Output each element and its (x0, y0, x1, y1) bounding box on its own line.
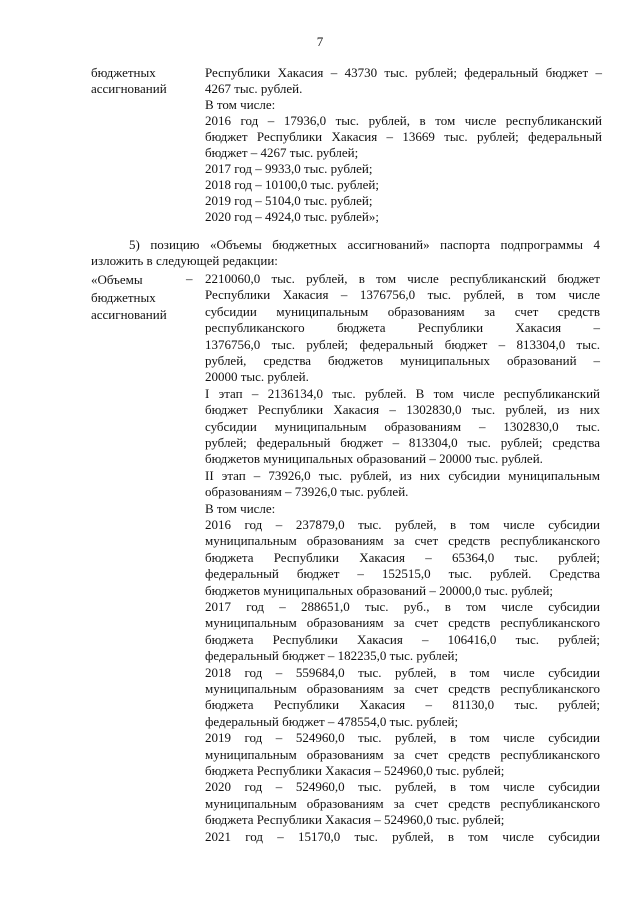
block1-line: В том числе: (205, 97, 276, 112)
block2-line: I этап – 2136134,0 тыс. рублей. В том числе республиканский (205, 386, 600, 401)
block2-line: 1376756,0 тыс. рублей; федеральный бюджет – 813304,0 тыс. (205, 337, 600, 352)
block2-label (91, 271, 191, 324)
block2-line: бюджета Республики Хакасия – 81130,0 тыс. рублей; (205, 697, 600, 712)
block2-line: федеральный бюджет – 182235,0 тыс. рублей; (205, 648, 459, 663)
block2-line: бюджетов муниципальных образований – 20000,0 тыс. рублей; (205, 583, 554, 598)
item5-line: изложить в следующей редакции: (91, 253, 278, 268)
block2-line: 2018 год – 559684,0 тыс. рублей, в том числе субсидии (205, 665, 600, 680)
block1-line: 2020 год – 4924,0 тыс. рублей»; (205, 209, 379, 224)
block2-label-line: «Объемы (91, 272, 143, 287)
block2-line: рублей, средства бюджетов муниципальных образований – (205, 353, 600, 368)
block2-line: бюджета Республики Хакасия – 524960,0 тыс. рублей; (205, 812, 505, 827)
block2-line: 2020 год – 524960,0 тыс. рублей, в том числе субсидии (205, 779, 600, 794)
block2-line: 2019 год – 524960,0 тыс. рублей, в том числе субсидии (205, 730, 600, 745)
block2-line: рублей; федеральный бюджет – 813304,0 тыс. рублей; средства (205, 435, 600, 450)
block2-line: 2021 год – 15170,0 тыс. рублей, в том числе субсидии (205, 829, 600, 844)
block2-line: муниципальным образованиям за счет средств республиканского (205, 615, 600, 630)
block2-line: субсидии муниципальным образованиям за счет средств (205, 304, 600, 319)
block2-label-line: ассигнований (91, 307, 167, 322)
page-number: 7 (316, 34, 324, 49)
block1-label-line: бюджетных (91, 65, 156, 80)
block2-line: II этап – 73926,0 тыс. рублей, из них субсидии муниципальным (205, 468, 600, 483)
block2-line: муниципальным образованиям за счет средств республиканского (205, 533, 600, 548)
block2-label-line: бюджетных (91, 289, 156, 305)
block2-line: муниципальным образованиям за счет средств республиканского (205, 796, 600, 811)
block2-line: 2017 год – 288651,0 тыс. руб., в том числе субсидии (205, 599, 600, 614)
block2-line: 2210060,0 тыс. рублей, в том числе республиканский бюджет (205, 271, 600, 286)
block1-line: бюджет – 4267 тыс. рублей; (205, 145, 359, 160)
block2-line: федеральный бюджет – 478554,0 тыс. рублей; (205, 714, 459, 729)
block2-line: субсидии муниципальным образованиям – 1302830,0 тыс. (205, 419, 600, 434)
block2-line: бюджета Республики Хакасия – 106416,0 тыс. рублей; (205, 632, 600, 647)
block2-dash: – (186, 271, 193, 286)
block1-line: 2019 год – 5104,0 тыс. рублей; (205, 193, 373, 208)
block1-line: 4267 тыс. рублей. (205, 81, 303, 96)
block2-line: муниципальным образованиям за счет средств республиканского (205, 681, 600, 696)
block1-label (91, 65, 199, 96)
block1-label-line: ассигнований (91, 80, 167, 96)
block2-line: В том числе: (205, 501, 276, 516)
block2-line: муниципальным образованиям за счет средств республиканского (205, 747, 600, 762)
block2-line: 20000 тыс. рублей. (205, 369, 309, 384)
block1-line: 2018 год – 10100,0 тыс. рублей; (205, 177, 379, 192)
block1-line: 2016 год – 17936,0 тыс. рублей, в том числе республиканский (205, 113, 602, 128)
block2-line: республиканского бюджета Республики Хакасия – (205, 320, 600, 335)
block2-line: бюджета Республики Хакасия – 524960,0 тыс. рублей; (205, 763, 505, 778)
block1-line: 2017 год – 9933,0 тыс. рублей; (205, 161, 373, 176)
block1-line: бюджет Республики Хакасия – 13669 тыс. рублей; федеральный (205, 129, 602, 144)
block2-line: образованиям – 73926,0 тыс. рублей. (205, 484, 409, 499)
block2-line: бюджета Республики Хакасия – 65364,0 тыс. рублей; (205, 550, 600, 565)
block2-line: бюджетов муниципальных образований – 20000 тыс. рублей. (205, 451, 543, 466)
block2-line: 2016 год – 237879,0 тыс. рублей, в том числе субсидии (205, 517, 600, 532)
block2-line: бюджет Республики Хакасия – 1302830,0 тыс. рублей, из них (205, 402, 600, 417)
item5-line: 5) позицию «Объемы бюджетных ассигнований» паспорта подпрограммы 4 (129, 237, 600, 252)
block2-line: Республики Хакасия – 1376756,0 тыс. рублей, в том числе (205, 287, 600, 302)
block2-line: федеральный бюджет – 152515,0 тыс. рублей. Средства (205, 566, 600, 581)
block1-line: Республики Хакасия – 43730 тыс. рублей; федеральный бюджет – (205, 65, 602, 80)
